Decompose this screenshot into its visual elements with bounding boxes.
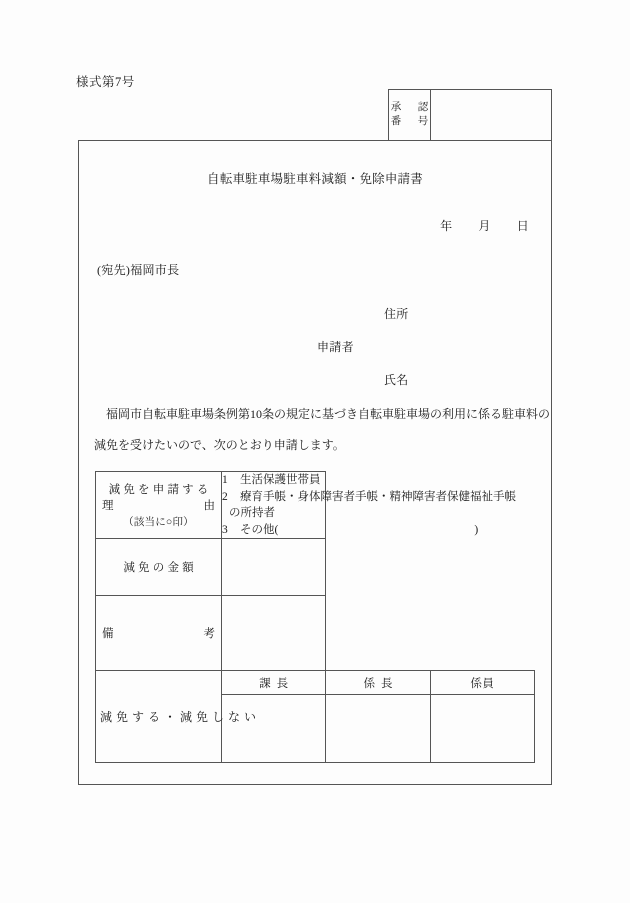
reason-option-3-text: その他(: [240, 523, 279, 536]
decision-text-cell[interactable]: [96, 671, 261, 763]
reason-option-1-text: 生活保護世帯員: [240, 474, 321, 486]
reason-label-line1: 減免を申請する: [108, 484, 212, 496]
signature-cell-staff[interactable]: [430, 695, 534, 763]
reason-label-note: （該当に○印）: [123, 517, 194, 528]
table-row-amount: [96, 539, 535, 596]
remarks-value-cell[interactable]: [222, 596, 326, 671]
approval-label-line2: 番 号: [390, 116, 432, 127]
applicant-name-label: 氏名: [384, 373, 409, 387]
body-line-2: 減免を受けたいので、次のとおり申請します。: [94, 438, 345, 452]
signature-cell-section-chief[interactable]: [222, 695, 326, 763]
page-title: 自転車駐車場駐車料減額・免除申請書: [207, 172, 423, 186]
table-row-remarks: [96, 596, 535, 671]
reason-label-line2: [96, 497, 221, 513]
approval-label-line1: 承 認: [390, 101, 432, 113]
applicant-address-label: 住所: [384, 307, 409, 321]
reason-option-2-text: 療育手帳・身体障害者手帳・精神障害者保健福祉手帳: [240, 490, 516, 503]
body-paragraph: [94, 399, 551, 461]
approval-number-value[interactable]: [431, 90, 551, 140]
addressee: (宛先)福岡市長: [97, 263, 180, 277]
date-day-label: 日: [516, 219, 529, 233]
reason-label-cell: [96, 472, 222, 539]
reason-option-2[interactable]: [222, 489, 516, 506]
form-body-frame: [78, 140, 552, 785]
date-month-label: 月: [478, 219, 491, 233]
remarks-label-right: 考: [203, 628, 215, 640]
signature-cell-subsection-chief[interactable]: [326, 695, 430, 763]
reason-option-1[interactable]: [222, 472, 325, 489]
reason-option-2-number: 2: [222, 490, 228, 503]
signature-header-subsection-chief: [326, 671, 430, 695]
table-row-decision-header: [96, 671, 535, 695]
reason-option-1-number: 1: [222, 474, 228, 486]
signature-header-staff-label: 係員: [470, 677, 495, 690]
reason-options-cell[interactable]: [222, 472, 516, 539]
applicant-label: 申請者: [317, 340, 354, 354]
date-line: [440, 217, 529, 234]
application-table: [95, 471, 535, 763]
reason-option-3-number: 3: [222, 523, 228, 536]
reason-label-line2-right: 由: [203, 500, 215, 512]
reason-label-line2-left: 理: [102, 500, 114, 512]
applicant-block: [79, 305, 551, 393]
signature-header-subsection-chief-label: 係長: [363, 677, 399, 690]
reason-option-3-close: ): [474, 523, 479, 536]
approval-number-label: [389, 90, 431, 140]
amount-label: 減免の金額: [123, 562, 197, 574]
remarks-label-cell: [96, 596, 222, 671]
form-number: 様式第7号: [76, 75, 135, 89]
amount-label-cell: [96, 539, 222, 596]
amount-value-cell[interactable]: [222, 539, 326, 596]
decision-text: 減免する・減免しない: [100, 710, 261, 724]
approval-number-box: [388, 89, 552, 140]
reason-option-3[interactable]: [222, 522, 479, 539]
date-year-label: 年: [440, 219, 453, 233]
reason-option-2-continuation: の所持者: [229, 507, 275, 519]
remarks-label: [96, 625, 221, 641]
body-line-1: 福岡市自転車駐車場条例第10条の規定に基づき自転車駐車場の利用に係る駐車料の: [106, 407, 551, 421]
signature-header-section-chief: [222, 671, 326, 695]
signature-header-staff: [430, 671, 534, 695]
signature-header-section-chief-label: 課長: [259, 677, 295, 690]
remarks-label-left: 備: [102, 628, 114, 640]
table-row-reason: [96, 472, 535, 539]
